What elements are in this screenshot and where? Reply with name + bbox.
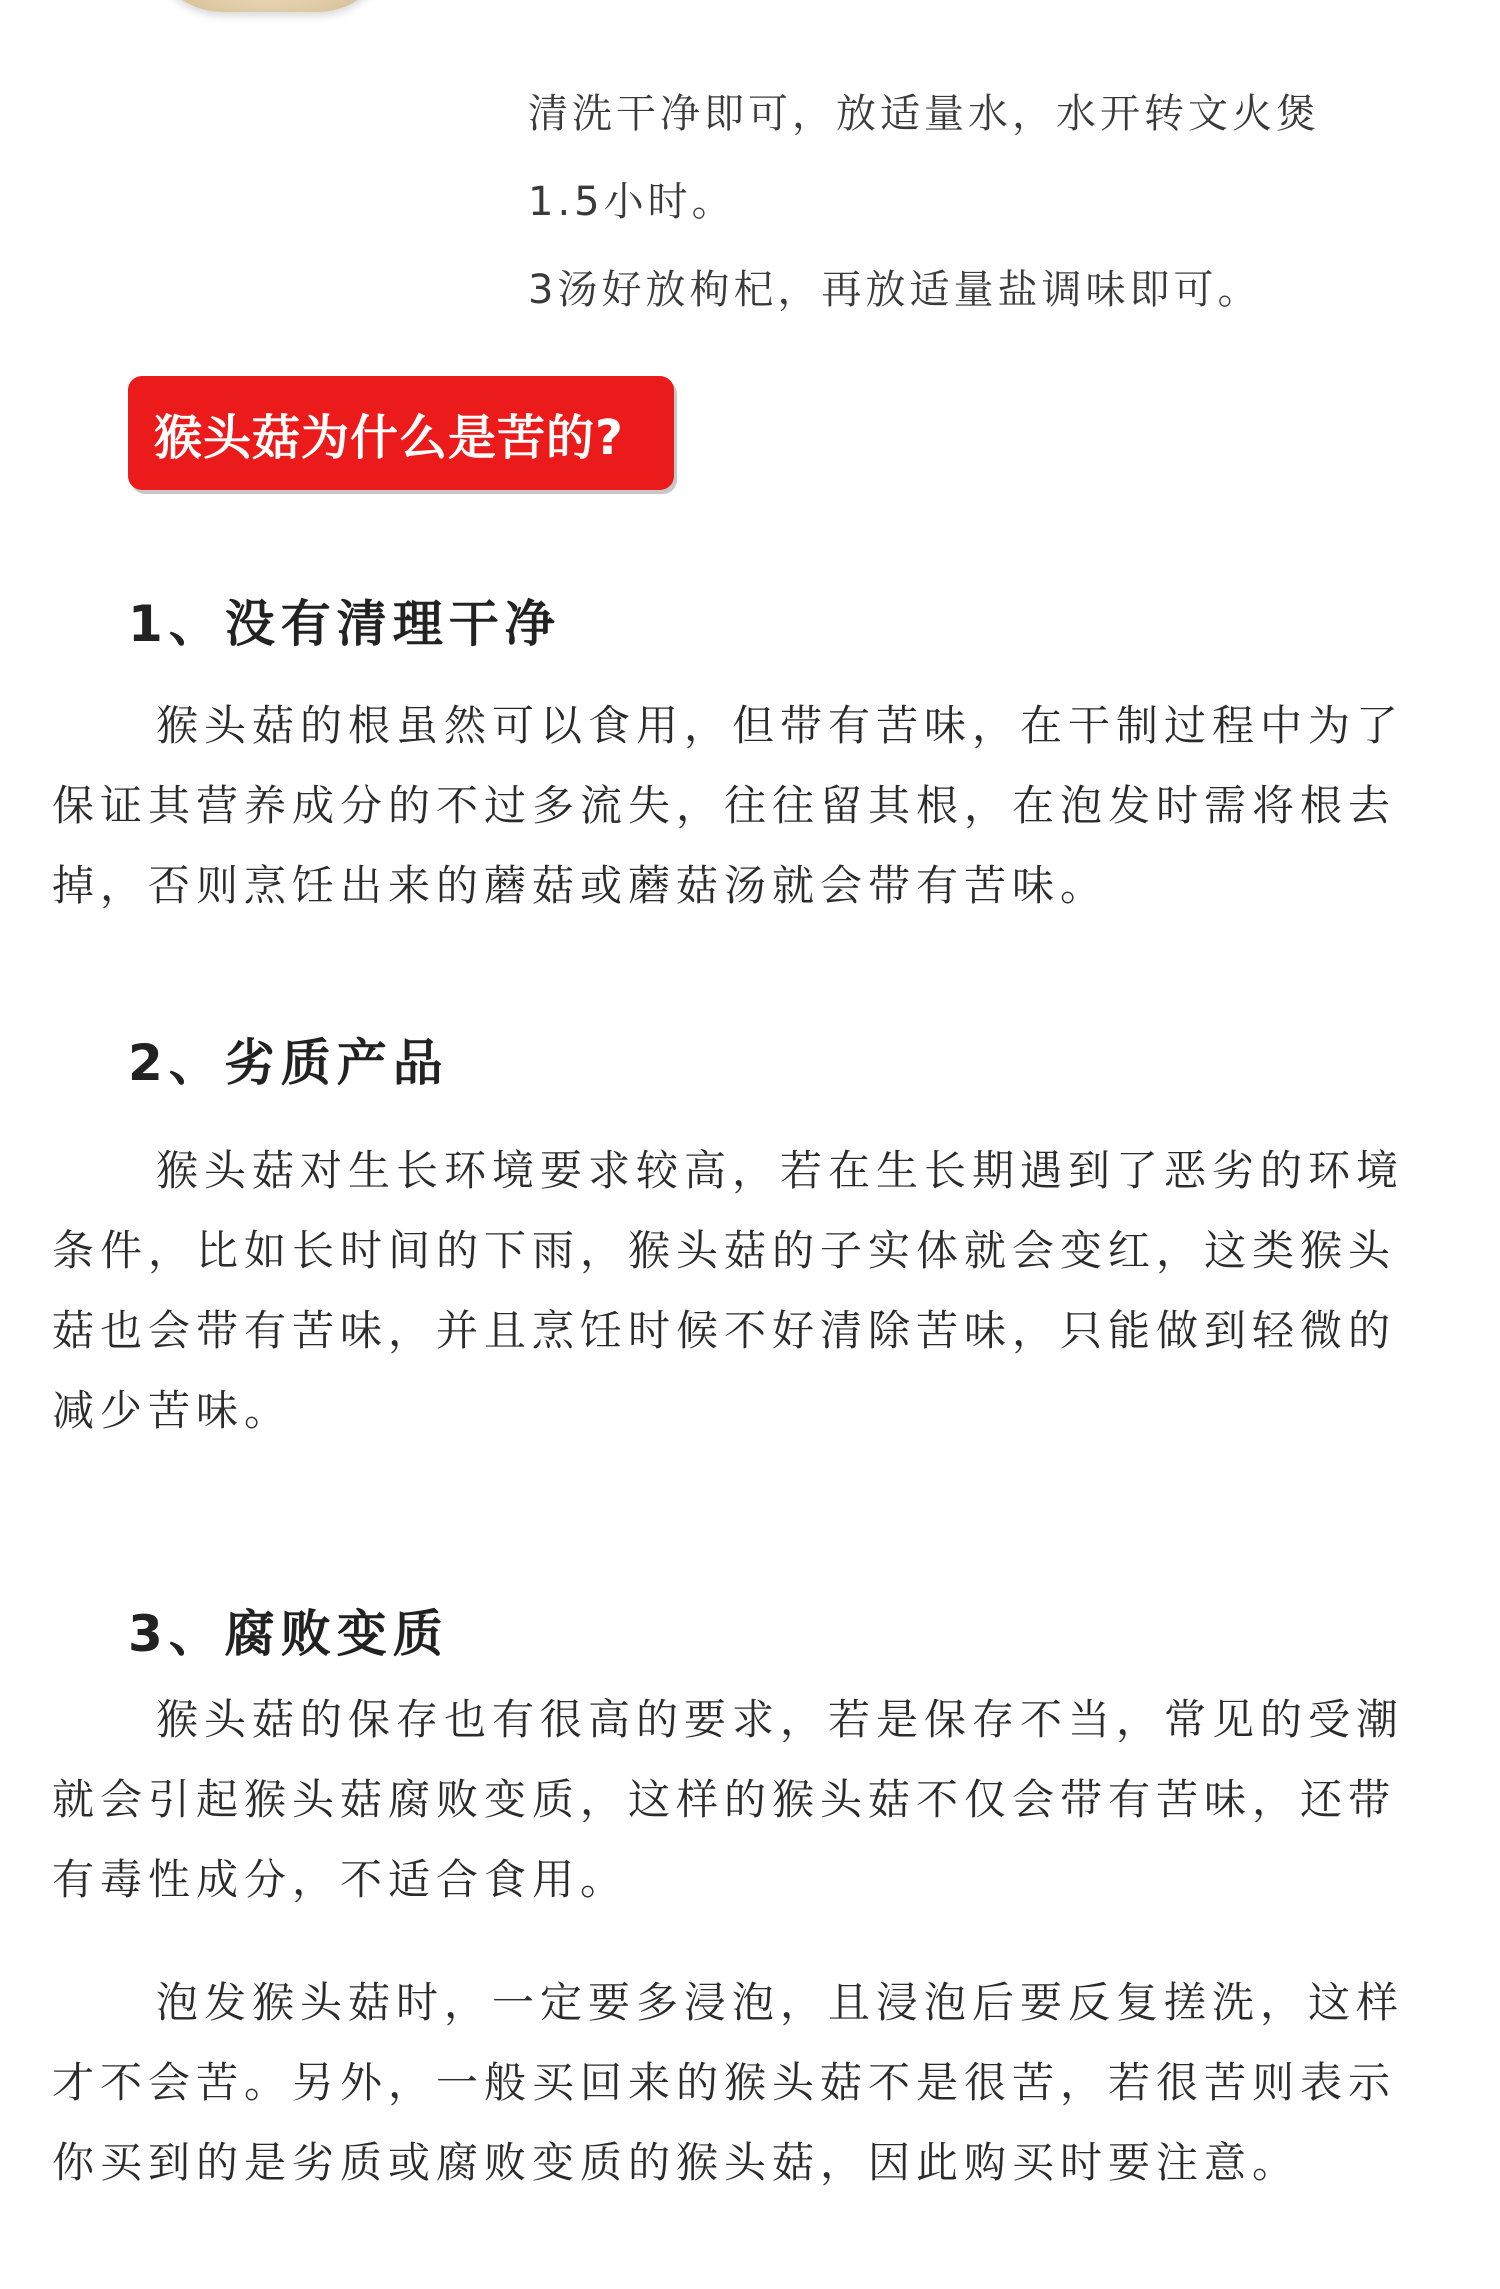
paragraph-line: 有毒性成分，不适合食用。 [52, 1855, 629, 1904]
recipe-step-line: 1.5小时。 [528, 179, 736, 225]
paragraph-line: 猴头菇的保存也有很高的要求，若是保存不当，常见的受潮 [156, 1695, 1405, 1744]
paragraph-line: 你买到的是劣质或腐败变质的猴头菇，因此购买时要注意。 [52, 2138, 1301, 2187]
paragraph-line: 保证其营养成分的不过多流失，往往留其根，在泡发时需将根去 [52, 781, 1397, 830]
section-paragraph-3 [52, 1680, 1452, 1920]
section-paragraph-1 [52, 686, 1452, 926]
paragraph-line: 才不会苦。另外，一般买回来的猴头菇不是很苦，若很苦则表示 [52, 2058, 1397, 2107]
section-paragraph-2 [52, 1131, 1452, 1451]
dish-photo [150, 0, 390, 12]
section-heading-1: 1、没有清理干净 [128, 595, 561, 653]
conclusion-paragraph [52, 1963, 1452, 2203]
paragraph-line: 猴头菇对生长环境要求较高，若在生长期遇到了恶劣的环境 [156, 1146, 1405, 1195]
paragraph-line: 掉，否则烹饪出来的蘑菇或蘑菇汤就会带有苦味。 [52, 861, 1109, 910]
recipe-step-line: 3汤好放枸杞，再放适量盐调味即可。 [528, 267, 1262, 313]
paragraph-line: 条件，比如长时间的下雨，猴头菇的子实体就会变红，这类猴头 [52, 1226, 1397, 1275]
paragraph-line: 减少苦味。 [52, 1386, 293, 1435]
section-title-text: 猴头菇为什么是苦的? [154, 409, 624, 466]
section-heading-3: 3、腐败变质 [128, 1605, 449, 1663]
recipe-step-line: 清洗干净即可，放适量水，水开转文火煲 [528, 91, 1320, 137]
recipe-steps [528, 0, 1448, 334]
paragraph-line: 就会引起猴头菇腐败变质，这样的猴头菇不仅会带有苦味，还带 [52, 1775, 1397, 1824]
section-title-badge [128, 376, 674, 490]
paragraph-line: 猴头菇的根虽然可以食用，但带有苦味，在干制过程中为了 [156, 701, 1405, 750]
section-heading-2: 2、劣质产品 [128, 1034, 449, 1092]
paragraph-line: 菇也会带有苦味，并且烹饪时候不好清除苦味，只能做到轻微的 [52, 1306, 1397, 1355]
paragraph-line: 泡发猴头菇时，一定要多浸泡，且浸泡后要反复搓洗，这样 [156, 1978, 1405, 2027]
